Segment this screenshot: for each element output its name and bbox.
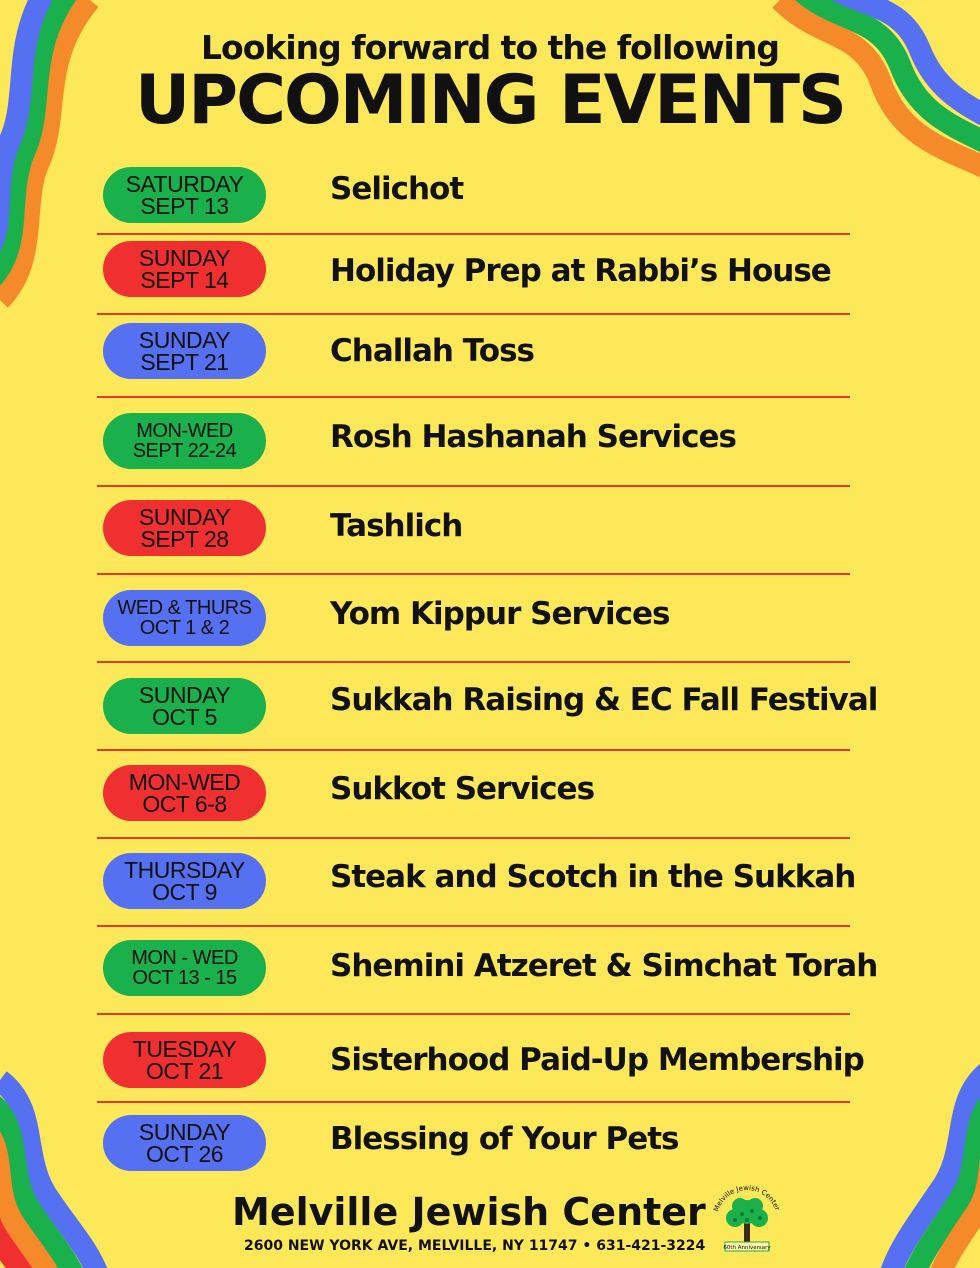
row-separator [97,925,850,927]
event-row [0,241,980,301]
event-row [0,413,980,473]
event-row [0,765,980,825]
date-badge-day: TUESDAY [132,1036,237,1062]
date-badge-date: OCT 13 - 15 [132,967,237,989]
event-title: Rosh Hashanah Services [330,419,736,455]
address-line: 2600 NEW YORK AVE, MELVILLE, NY 11747 • 631-421-3224 [244,1238,706,1254]
date-badge-day: SUNDAY [138,504,231,530]
date-badge-day: MON-WED [128,769,241,795]
event-title: Yom Kippur Services [330,596,670,632]
event-title: Selichot [330,171,464,207]
event-title: Shemini Atzeret & Simchat Torah [330,948,878,984]
date-badge-date: OCT 5 [152,704,217,730]
date-badge [103,678,266,734]
page-title: UPCOMING EVENTS [135,61,845,140]
row-separator [97,661,850,663]
event-row [0,853,980,913]
date-badge-day: WED & THURS [117,597,252,619]
date-badge-day: SUNDAY [138,327,231,353]
row-separator [97,313,850,315]
date-badge-date: OCT 1 & 2 [139,617,230,639]
row-separator [97,485,850,487]
date-badge-day: THURSDAY [124,857,245,883]
event-title: Sukkah Raising & EC Fall Festival [330,682,878,718]
date-badge-date: SEPT 21 [140,349,229,375]
row-separator [97,749,850,751]
event-row [0,590,980,650]
row-separator [97,1013,850,1015]
organization-name: Melville Jewish Center [232,1190,706,1234]
date-badge-date: SEPT 22-24 [132,440,237,462]
event-row [0,678,980,738]
event-row [0,323,980,383]
date-badge-date: OCT 9 [152,879,217,905]
date-badge [103,590,266,646]
row-separator [97,573,850,575]
date-badge [103,323,266,379]
date-badge-day: SUNDAY [138,682,231,708]
date-badge-date: SEPT 28 [140,526,229,552]
date-badge-day: MON-WED [136,420,233,442]
row-separator [97,837,850,839]
date-badge-date: OCT 26 [145,1141,224,1167]
date-badge-date: OCT 6-8 [142,791,227,817]
tree-logo-icon [707,1178,787,1258]
subtitle: Looking forward to the following [201,28,779,67]
date-badge-day: SUNDAY [138,245,231,271]
logo-text: Melville Jewish Center [712,1183,782,1213]
event-row [0,1032,980,1092]
event-title: Tashlich [330,508,463,544]
event-title: Blessing of Your Pets [330,1121,679,1157]
event-title: Holiday Prep at Rabbi’s House [330,253,831,289]
event-row [0,500,980,560]
logo-ribbon-text: 60th Anniversary [723,1245,771,1251]
row-separator [97,1101,850,1103]
date-badge [103,241,266,297]
date-badge-date: OCT 21 [145,1058,224,1084]
event-title: Challah Toss [330,333,535,369]
date-badge [103,940,266,996]
date-badge [103,1115,266,1171]
date-badge-date: SEPT 14 [140,267,229,293]
date-badge-day: MON - WED [131,947,238,969]
event-title: Steak and Scotch in the Sukkah [330,859,856,895]
date-badge [103,500,266,556]
row-separator [97,396,850,398]
date-badge [103,853,266,909]
event-title: Sukkot Services [330,771,595,807]
event-row [0,167,980,227]
event-title: Sisterhood Paid-Up Membership [330,1042,864,1078]
date-badge-day: SATURDAY [125,171,244,197]
date-badge-day: SUNDAY [138,1119,231,1145]
date-badge [103,765,266,821]
event-row [0,940,980,1000]
row-separator [97,233,850,235]
date-badge [103,413,266,469]
date-badge-date: SEPT 13 [140,193,229,219]
date-badge [103,1032,266,1088]
event-row [0,1115,980,1175]
date-badge [103,167,266,223]
